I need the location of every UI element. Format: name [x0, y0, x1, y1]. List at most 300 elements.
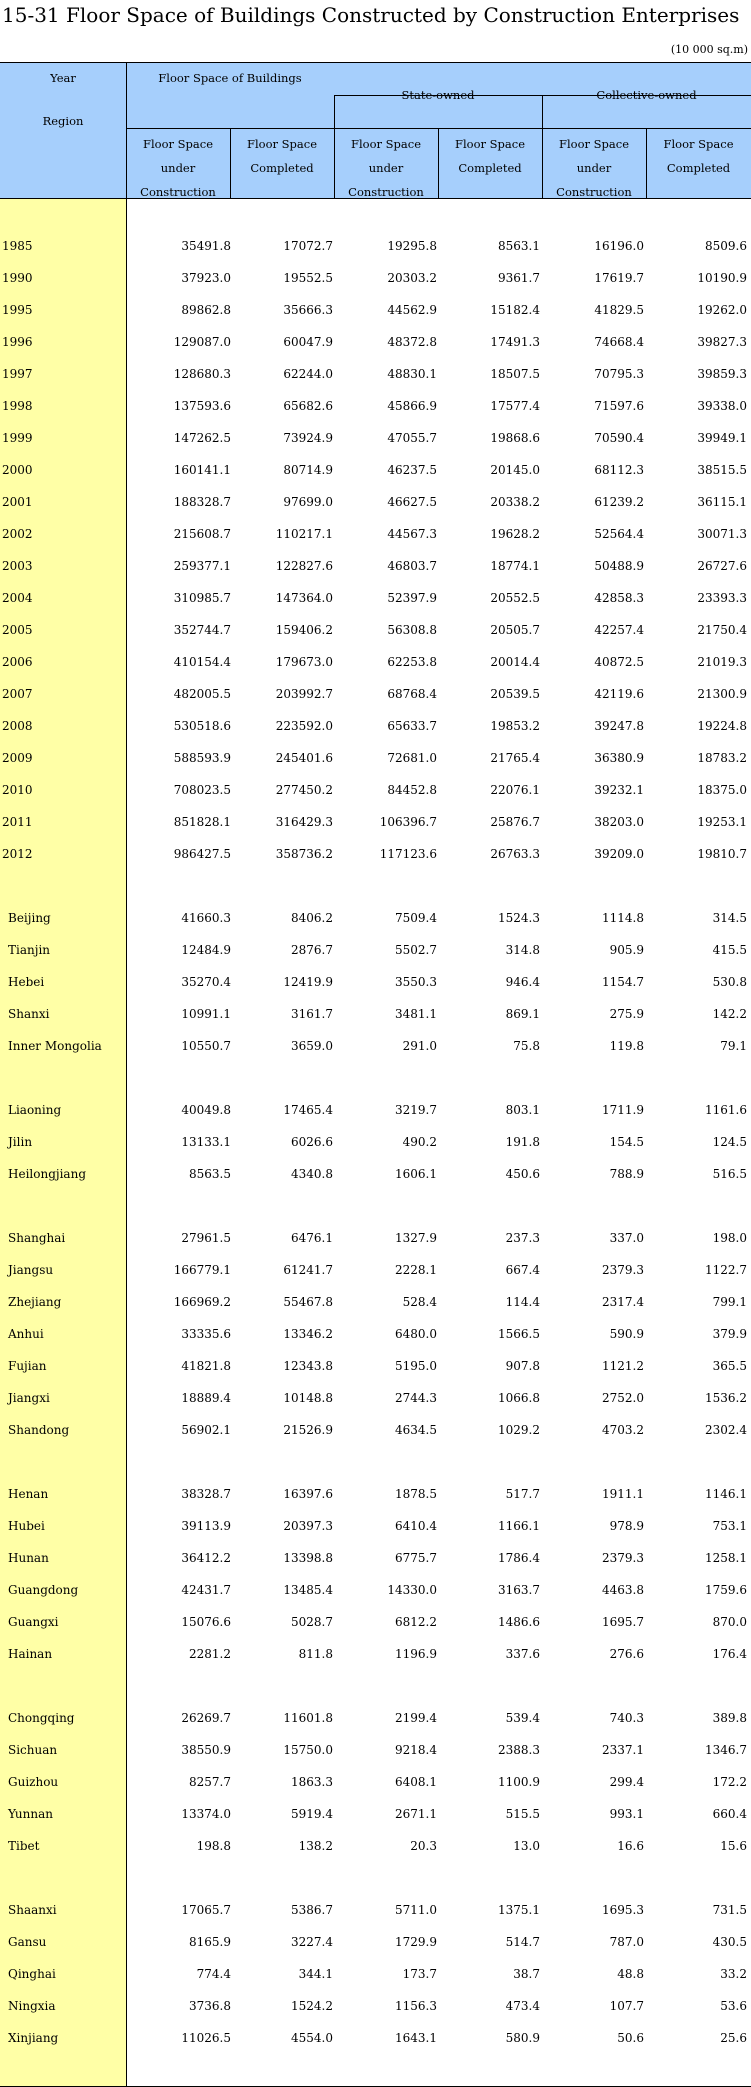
table-cell: 3161.7 — [291, 1007, 333, 1021]
table-row — [0, 1804, 751, 1824]
region-label: Shandong — [8, 1423, 70, 1437]
region-label: Anhui — [8, 1327, 44, 1341]
year-label: 2000 — [2, 463, 33, 477]
table-cell: 203992.7 — [275, 687, 333, 701]
table-cell: 2876.7 — [291, 943, 333, 957]
table-cell: 5195.0 — [395, 1359, 437, 1373]
table-cell: 4634.5 — [395, 1423, 437, 1437]
region-label: Shaanxi — [8, 1903, 57, 1917]
table-cell: 2337.1 — [602, 1743, 644, 1757]
table-cell: 38328.7 — [181, 1487, 231, 1501]
table-cell: 16397.6 — [283, 1487, 333, 1501]
table-row — [0, 1964, 751, 1984]
table-cell: 12484.9 — [181, 943, 231, 957]
table-cell: 978.9 — [609, 1519, 644, 1533]
table-cell: 9218.4 — [395, 1743, 437, 1757]
table-cell: 2379.3 — [602, 1551, 644, 1565]
table-cell: 4703.2 — [602, 1423, 644, 1437]
table-cell: 1486.6 — [498, 1615, 540, 1629]
table-cell: 2744.3 — [395, 1391, 437, 1405]
table-cell: 35270.4 — [181, 975, 231, 989]
table-cell: 13374.0 — [181, 1807, 231, 1821]
region-label: Guangdong — [8, 1583, 79, 1597]
table-row — [0, 1580, 751, 1600]
region-label: Guangxi — [8, 1615, 59, 1629]
table-cell: 1786.4 — [498, 1551, 540, 1565]
table-row — [0, 1260, 751, 1280]
table-cell: 21019.3 — [697, 655, 747, 669]
table-row — [0, 1548, 751, 1568]
table-cell: 389.8 — [712, 1711, 747, 1725]
region-label: Guizhou — [8, 1775, 59, 1789]
table-cell: 20539.5 — [490, 687, 540, 701]
table-cell: 19253.1 — [697, 815, 747, 829]
table-cell: 539.4 — [505, 1711, 540, 1725]
table-cell: 5028.7 — [291, 1615, 333, 1629]
table-cell: 11026.5 — [181, 2031, 231, 2045]
region-label: Sichuan — [8, 1743, 58, 1757]
region-label: Tibet — [8, 1839, 40, 1853]
table-cell: 17065.7 — [181, 1903, 231, 1917]
table-cell: 110217.1 — [275, 527, 333, 541]
table-cell: 18783.2 — [697, 751, 747, 765]
table-cell: 62244.0 — [283, 367, 333, 381]
table-cell: 20505.7 — [490, 623, 540, 637]
table-cell: 3227.4 — [291, 1935, 333, 1949]
table-cell: 799.1 — [712, 1295, 747, 1309]
table-cell: 1524.3 — [498, 911, 540, 925]
table-cell: 1346.7 — [705, 1743, 747, 1757]
table-cell: 6812.2 — [395, 1615, 437, 1629]
year-label: 1985 — [2, 239, 33, 253]
table-cell: 17577.4 — [490, 399, 540, 413]
table-cell: 2317.4 — [602, 1295, 644, 1309]
table-cell: 19868.6 — [490, 431, 540, 445]
year-header: Year — [50, 71, 76, 85]
table-cell: 803.1 — [505, 1103, 540, 1117]
table-row — [0, 1644, 751, 1664]
table-cell: 6410.4 — [395, 1519, 437, 1533]
table-cell: 13133.1 — [181, 1135, 231, 1149]
table-cell: 41829.5 — [594, 303, 644, 317]
table-cell: 39232.1 — [594, 783, 644, 797]
table-row — [0, 812, 751, 832]
table-cell: 788.9 — [609, 1167, 644, 1181]
table-cell: 1524.2 — [291, 1999, 333, 2013]
table-cell: 41660.3 — [181, 911, 231, 925]
table-cell: 14330.0 — [387, 1583, 437, 1597]
table-cell: 708023.5 — [173, 783, 231, 797]
table-cell: 40049.8 — [181, 1103, 231, 1117]
table-cell: 905.9 — [609, 943, 644, 957]
table-cell: 590.9 — [609, 1327, 644, 1341]
table-cell: 44562.9 — [387, 303, 437, 317]
table-cell: 42119.6 — [594, 687, 644, 701]
region-label: Zhejiang — [8, 1295, 62, 1309]
table-cell: 172.2 — [712, 1775, 747, 1789]
unit-label: (10 000 sq.m) — [670, 43, 748, 56]
table-cell: 8563.1 — [498, 239, 540, 253]
table-cell: 40872.5 — [594, 655, 644, 669]
table-row — [0, 1420, 751, 1440]
table-cell: 415.5 — [712, 943, 747, 957]
table-cell: 430.5 — [712, 1935, 747, 1949]
table-cell: 259377.1 — [173, 559, 231, 573]
table-cell: 20552.5 — [490, 591, 540, 605]
table-cell: 75.8 — [513, 1039, 540, 1053]
table-cell: 774.4 — [196, 1967, 231, 1981]
table-row — [0, 396, 751, 416]
table-cell: 365.5 — [712, 1359, 747, 1373]
table-cell: 20303.2 — [387, 271, 437, 285]
table-cell: 4463.8 — [602, 1583, 644, 1597]
table-cell: 1695.3 — [602, 1903, 644, 1917]
region-label: Liaoning — [8, 1103, 62, 1117]
table-cell: 1146.1 — [705, 1487, 747, 1501]
region-label: Chongqing — [8, 1711, 75, 1725]
year-label: 2002 — [2, 527, 33, 541]
table-cell: 117123.6 — [379, 847, 437, 861]
col-header-state-under-construction: Floor Space under Construction — [348, 137, 424, 199]
region-label: Jilin — [8, 1135, 33, 1149]
table-row — [0, 1228, 751, 1248]
table-cell: 52397.9 — [387, 591, 437, 605]
table-cell: 1121.2 — [602, 1359, 644, 1373]
table-row — [0, 1324, 751, 1344]
table-cell: 3163.7 — [498, 1583, 540, 1597]
table-cell: 56902.1 — [181, 1423, 231, 1437]
table-cell: 147364.0 — [275, 591, 333, 605]
table-row — [0, 236, 751, 256]
table-title: 15-31 Floor Space of Buildings Constructed by Construction Enterprises — [2, 3, 740, 27]
table-cell: 48830.1 — [387, 367, 437, 381]
table-cell: 22076.1 — [490, 783, 540, 797]
table-cell: 17619.7 — [594, 271, 644, 285]
table-cell: 38.7 — [513, 1967, 540, 1981]
table-cell: 25876.7 — [490, 815, 540, 829]
table-cell: 35666.3 — [283, 303, 333, 317]
table-cell: 137593.6 — [173, 399, 231, 413]
table-cell: 276.6 — [609, 1647, 644, 1661]
year-label: 2011 — [2, 815, 33, 829]
table-row — [0, 620, 751, 640]
table-cell: 1911.1 — [602, 1487, 644, 1501]
table-cell: 47055.7 — [387, 431, 437, 445]
table-cell: 3550.3 — [395, 975, 437, 989]
table-cell: 514.7 — [505, 1935, 540, 1949]
table-cell: 2752.0 — [602, 1391, 644, 1405]
table-cell: 11601.8 — [283, 1711, 333, 1725]
col-header-total-under-construction: Floor Space under Construction — [140, 137, 216, 199]
table-cell: 19853.2 — [490, 719, 540, 733]
table-cell: 337.0 — [609, 1231, 644, 1245]
table-row — [0, 652, 751, 672]
table-row — [0, 1612, 751, 1632]
table-cell: 142.2 — [712, 1007, 747, 1021]
table-cell: 1156.3 — [395, 1999, 437, 2013]
table-cell: 277450.2 — [275, 783, 333, 797]
table-cell: 314.8 — [505, 943, 540, 957]
table-cell: 53.6 — [720, 1999, 747, 2013]
table-row — [0, 1292, 751, 1312]
table-cell: 19295.8 — [387, 239, 437, 253]
table-cell: 18507.5 — [490, 367, 540, 381]
table-cell: 482005.5 — [173, 687, 231, 701]
year-label: 2010 — [2, 783, 33, 797]
table-cell: 72681.0 — [387, 751, 437, 765]
table-cell: 52564.4 — [594, 527, 644, 541]
table-cell: 410154.4 — [173, 655, 231, 669]
table-cell: 41821.8 — [181, 1359, 231, 1373]
col-header-state-completed: Floor Space Completed — [455, 137, 525, 175]
table-row — [0, 1708, 751, 1728]
table-cell: 17491.3 — [490, 335, 540, 349]
table-cell: 291.0 — [402, 1039, 437, 1053]
table-cell: 6476.1 — [291, 1231, 333, 1245]
table-cell: 1029.2 — [498, 1423, 540, 1437]
table-cell: 13398.8 — [283, 1551, 333, 1565]
table-cell: 62253.8 — [387, 655, 437, 669]
region-label: Hubei — [8, 1519, 45, 1533]
collective-owned-header: Collective-owned — [596, 88, 697, 102]
table-cell: 6480.0 — [395, 1327, 437, 1341]
table-cell: 179673.0 — [275, 655, 333, 669]
table-cell: 1196.9 — [395, 1647, 437, 1661]
table-cell: 10190.9 — [697, 271, 747, 285]
table-cell: 18375.0 — [697, 783, 747, 797]
table-cell: 17072.7 — [283, 239, 333, 253]
table-cell: 310985.7 — [173, 591, 231, 605]
year-label: 2012 — [2, 847, 33, 861]
table-cell: 1258.1 — [705, 1551, 747, 1565]
table-cell: 993.1 — [609, 1807, 644, 1821]
table-cell: 8406.2 — [291, 911, 333, 925]
table-cell: 20397.3 — [283, 1519, 333, 1533]
year-label: 2001 — [2, 495, 33, 509]
floor-space-group-header: Floor Space of Buildings — [158, 71, 302, 85]
table-cell: 44567.3 — [387, 527, 437, 541]
table-cell: 70795.3 — [594, 367, 644, 381]
table-cell: 1114.8 — [602, 911, 644, 925]
table-cell: 20014.4 — [490, 655, 540, 669]
region-label: Inner Mongolia — [8, 1039, 102, 1053]
table-cell: 33335.6 — [181, 1327, 231, 1341]
year-label: 1996 — [2, 335, 33, 349]
table-row — [0, 428, 751, 448]
table-cell: 1066.8 — [498, 1391, 540, 1405]
table-cell: 39338.0 — [697, 399, 747, 413]
table-cell: 3481.1 — [395, 1007, 437, 1021]
table-cell: 107.7 — [609, 1999, 644, 2013]
table-cell: 15182.4 — [490, 303, 540, 317]
table-cell: 6026.6 — [291, 1135, 333, 1149]
table-cell: 20338.2 — [490, 495, 540, 509]
table-cell: 1759.6 — [705, 1583, 747, 1597]
table-cell: 35491.8 — [181, 239, 231, 253]
table-cell: 45866.9 — [387, 399, 437, 413]
table-cell: 316429.3 — [275, 815, 333, 829]
table-cell: 337.6 — [505, 1647, 540, 1661]
table-cell: 5711.0 — [395, 1903, 437, 1917]
table-cell: 13485.4 — [283, 1583, 333, 1597]
table-cell: 114.4 — [505, 1295, 540, 1309]
table-cell: 42858.3 — [594, 591, 644, 605]
table-cell: 39859.3 — [697, 367, 747, 381]
table-cell: 5386.7 — [291, 1903, 333, 1917]
table-cell: 25.6 — [720, 2031, 747, 2045]
table-cell: 39113.9 — [181, 1519, 231, 1533]
table-cell: 176.4 — [712, 1647, 747, 1661]
table-cell: 19262.0 — [697, 303, 747, 317]
table-row — [0, 460, 751, 480]
table-cell: 588593.9 — [173, 751, 231, 765]
table-cell: 2199.4 — [395, 1711, 437, 1725]
table-cell: 13.0 — [513, 1839, 540, 1853]
table-cell: 2302.4 — [705, 1423, 747, 1437]
table-cell: 12343.8 — [283, 1359, 333, 1373]
table-cell: 50488.9 — [594, 559, 644, 573]
table-cell: 517.7 — [505, 1487, 540, 1501]
table-cell: 528.4 — [402, 1295, 437, 1309]
table-cell: 23393.3 — [697, 591, 747, 605]
table-cell: 191.8 — [505, 1135, 540, 1149]
table-cell: 8509.6 — [705, 239, 747, 253]
table-row — [0, 556, 751, 576]
table-cell: 173.7 — [402, 1967, 437, 1981]
year-label: 2004 — [2, 591, 33, 605]
table-cell: 42257.4 — [594, 623, 644, 637]
table-cell: 36412.2 — [181, 1551, 231, 1565]
region-header: Region — [42, 114, 84, 128]
table-row — [0, 684, 751, 704]
year-label: 1998 — [2, 399, 33, 413]
table-row — [0, 1900, 751, 1920]
table-cell: 36115.1 — [697, 495, 747, 509]
region-label: Shanxi — [8, 1007, 50, 1021]
table-cell: 1695.7 — [602, 1615, 644, 1629]
table-row — [0, 1164, 751, 1184]
table-cell: 21300.9 — [697, 687, 747, 701]
region-label: Gansu — [8, 1935, 47, 1949]
region-label: Yunnan — [8, 1807, 53, 1821]
region-label: Xinjiang — [8, 2031, 59, 2045]
table-cell: 16196.0 — [594, 239, 644, 253]
table-cell: 33.2 — [720, 1967, 747, 1981]
table-cell: 10991.1 — [181, 1007, 231, 1021]
table-cell: 5919.4 — [291, 1807, 333, 1821]
table-cell: 19224.8 — [697, 719, 747, 733]
table-cell: 39247.8 — [594, 719, 644, 733]
table-row — [0, 1740, 751, 1760]
table-cell: 450.6 — [505, 1167, 540, 1181]
table-cell: 1711.9 — [602, 1103, 644, 1117]
table-cell: 1729.9 — [395, 1935, 437, 1949]
table-cell: 1536.2 — [705, 1391, 747, 1405]
table-cell: 1606.1 — [395, 1167, 437, 1181]
table-cell: 2281.2 — [189, 1647, 231, 1661]
table-row — [0, 1932, 751, 1952]
table-cell: 1878.5 — [395, 1487, 437, 1501]
region-label: Hunan — [8, 1551, 49, 1565]
table-cell: 811.8 — [298, 1647, 333, 1661]
table-cell: 1100.9 — [498, 1775, 540, 1789]
region-label: Hebei — [8, 975, 45, 989]
table-cell: 21765.4 — [490, 751, 540, 765]
table-cell: 15076.6 — [181, 1615, 231, 1629]
table-cell: 65682.6 — [283, 399, 333, 413]
table-cell: 38203.0 — [594, 815, 644, 829]
table-cell: 17465.4 — [283, 1103, 333, 1117]
table-cell: 946.4 — [505, 975, 540, 989]
table-cell: 2388.3 — [498, 1743, 540, 1757]
table-cell: 245401.6 — [275, 751, 333, 765]
table-cell: 48372.8 — [387, 335, 437, 349]
year-label: 1995 — [2, 303, 33, 317]
table-cell: 1643.1 — [395, 2031, 437, 2045]
table-cell: 36380.9 — [594, 751, 644, 765]
table-row — [0, 268, 751, 288]
table-cell: 515.5 — [505, 1807, 540, 1821]
table-row — [0, 908, 751, 928]
year-label: 1999 — [2, 431, 33, 445]
table-cell: 530.8 — [712, 975, 747, 989]
table-cell: 159406.2 — [275, 623, 333, 637]
table-cell: 21750.4 — [697, 623, 747, 637]
year-label: 1990 — [2, 271, 33, 285]
table-row — [0, 1516, 751, 1536]
table-cell: 21526.9 — [283, 1423, 333, 1437]
table-cell: 26727.6 — [697, 559, 747, 573]
table-cell: 223592.0 — [275, 719, 333, 733]
table-row — [0, 364, 751, 384]
table-cell: 122827.6 — [275, 559, 333, 573]
region-label: Hainan — [8, 1647, 53, 1661]
table-cell: 71597.6 — [594, 399, 644, 413]
table-cell: 299.4 — [609, 1775, 644, 1789]
table-cell: 8563.5 — [189, 1167, 231, 1181]
table-cell: 79.1 — [720, 1039, 747, 1053]
table-cell: 160141.1 — [173, 463, 231, 477]
region-label: Qinghai — [8, 1967, 56, 1981]
table-row — [0, 716, 751, 736]
table-cell: 65633.7 — [387, 719, 437, 733]
table-cell: 37923.0 — [181, 271, 231, 285]
table-cell: 19628.2 — [490, 527, 540, 541]
table-row — [0, 844, 751, 864]
table-cell: 198.0 — [712, 1231, 747, 1245]
table-cell: 1375.1 — [498, 1903, 540, 1917]
region-label: Beijing — [8, 911, 51, 925]
year-label: 2005 — [2, 623, 33, 637]
table-cell: 6408.1 — [395, 1775, 437, 1789]
table-cell: 8257.7 — [189, 1775, 231, 1789]
table-cell: 237.3 — [505, 1231, 540, 1245]
table-row — [0, 524, 751, 544]
table-cell: 580.9 — [505, 2031, 540, 2045]
table-cell: 516.5 — [712, 1167, 747, 1181]
year-label: 2008 — [2, 719, 33, 733]
year-label: 2007 — [2, 687, 33, 701]
table-row — [0, 748, 751, 768]
table-cell: 740.3 — [609, 1711, 644, 1725]
table-cell: 27961.5 — [181, 1231, 231, 1245]
table-row — [0, 1772, 751, 1792]
table-cell: 15.6 — [720, 1839, 747, 1853]
table-cell: 68768.4 — [387, 687, 437, 701]
table-row — [0, 1836, 751, 1856]
table-row — [0, 940, 751, 960]
region-label: Henan — [8, 1487, 49, 1501]
